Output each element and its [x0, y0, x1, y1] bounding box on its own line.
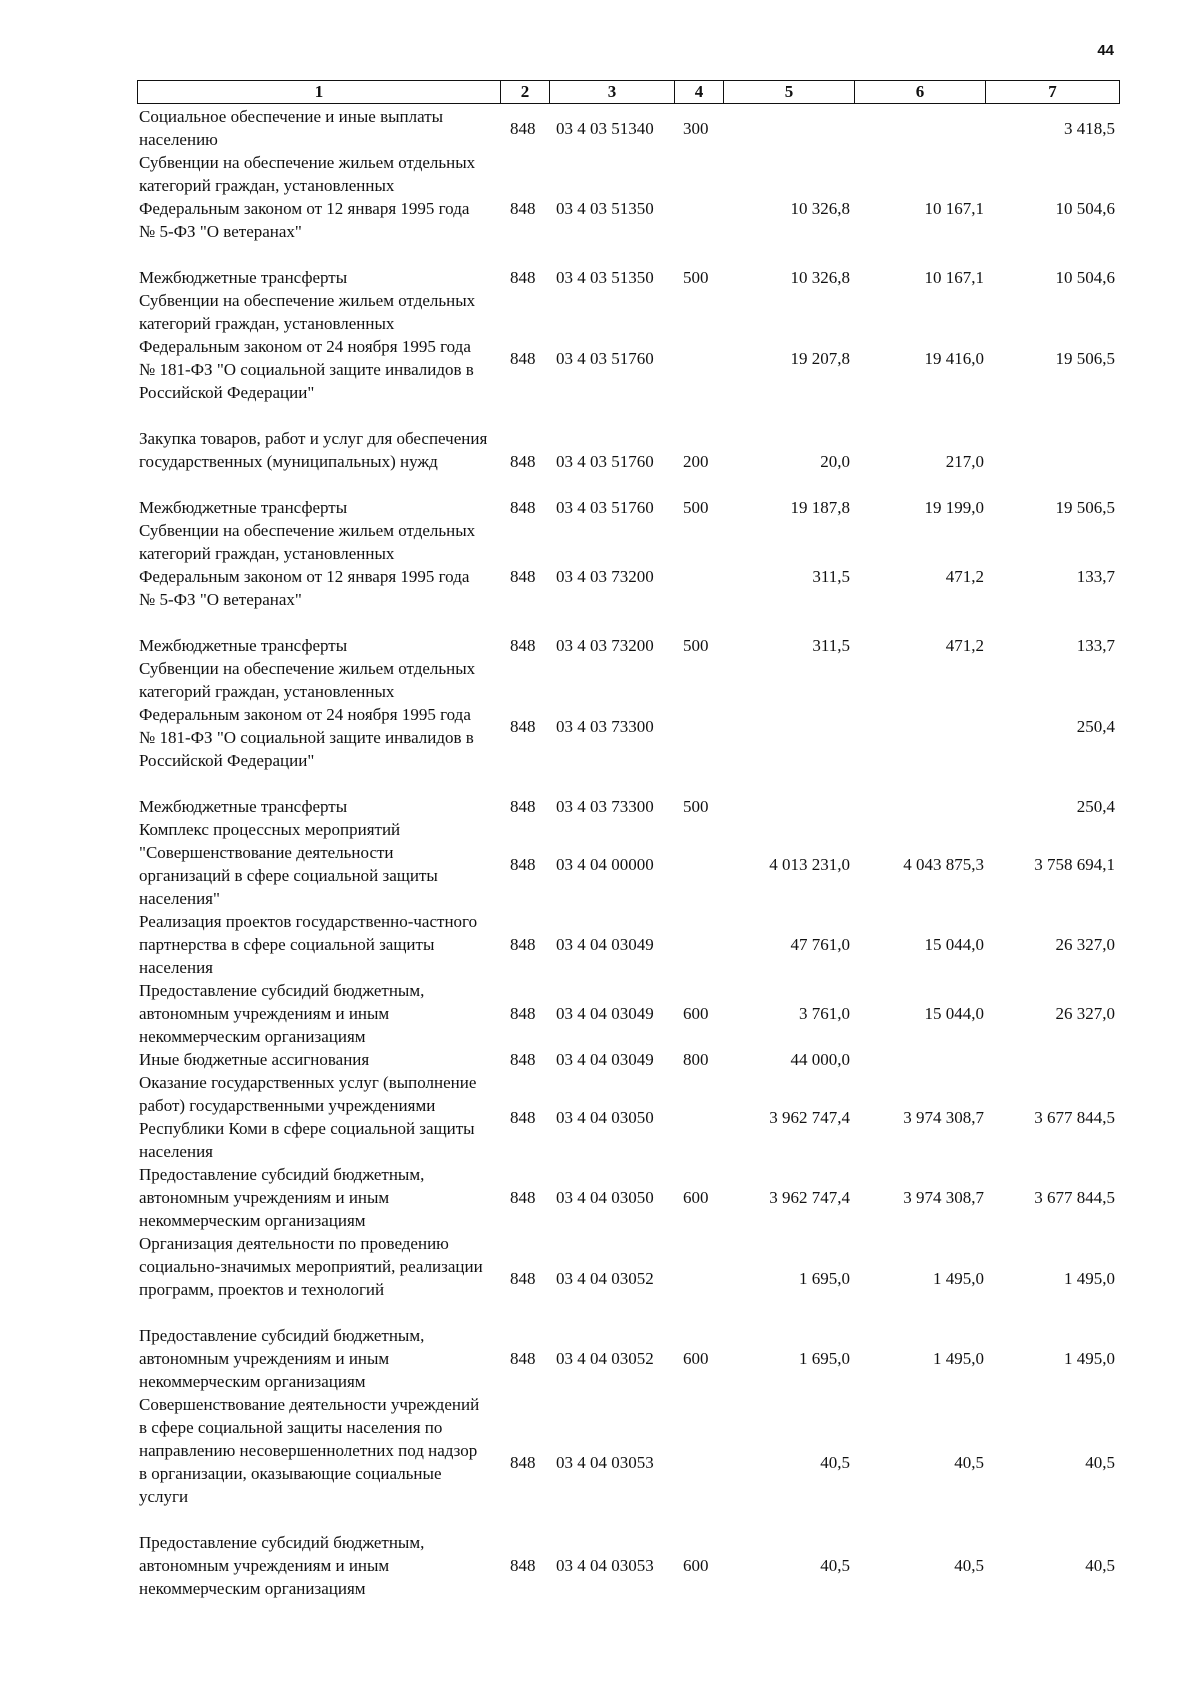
- row-name: Субвенции на обеспечение жильем отдельных категорий граждан, установленных Федеральным законом от 12 января 1995 года № 5-ФЗ "О ветеранах": [139, 153, 476, 241]
- row-name: Реализация проектов государственно-частного партнерства в сфере социальной защиты населения: [139, 912, 478, 977]
- row-ministry: 848: [510, 935, 536, 954]
- row-type: 800: [683, 1050, 709, 1069]
- row-code: 03 4 03 51760: [556, 498, 654, 517]
- header-col-2: 2: [501, 81, 550, 104]
- row-value-6: 471,2: [945, 636, 984, 655]
- row-name: Совершенствование деятельности учреждений в сфере социальной защиты населения по направлению несовершеннолетних под надзор в организации, оказывающие социальные услуги: [139, 1395, 480, 1506]
- row-value-5: 19 187,8: [790, 498, 850, 517]
- row-code: 03 4 04 03053: [556, 1556, 654, 1575]
- row-value-7: 40,5: [1085, 1453, 1115, 1472]
- row-type: 500: [683, 636, 709, 655]
- row-value-6: 10 167,1: [924, 268, 984, 287]
- row-code: 03 4 03 73300: [556, 717, 654, 736]
- row-value-6: 40,5: [954, 1453, 984, 1472]
- row-value-7: 40,5: [1085, 1556, 1115, 1575]
- header-col-7: 7: [986, 81, 1120, 104]
- page-number: 44: [1097, 42, 1114, 59]
- row-value-7: 19 506,5: [1055, 349, 1115, 368]
- row-value-7: 10 504,6: [1055, 268, 1115, 287]
- row-name: Оказание государственных услуг (выполнение работ) государственными учреждениями Республики Коми в сфере социальной защиты населения: [139, 1073, 477, 1161]
- header-col-4: 4: [675, 81, 724, 104]
- row-value-7: 26 327,0: [1055, 1004, 1115, 1023]
- row-type: 500: [683, 268, 709, 287]
- row-code: 03 4 04 03049: [556, 1004, 654, 1023]
- row-name: Социальное обеспечение и иные выплаты населению: [139, 107, 444, 149]
- row-value-6: 15 044,0: [924, 1004, 984, 1023]
- row-name: Предоставление субсидий бюджетным, автономным учреждениям и иным некоммерческим организациям: [139, 1533, 425, 1598]
- row-code: 03 4 03 51760: [556, 452, 654, 471]
- row-value-7: 3 677 844,5: [1034, 1188, 1115, 1207]
- row-code: 03 4 03 51350: [556, 199, 654, 218]
- row-value-7: 26 327,0: [1055, 935, 1115, 954]
- column-header-table: [137, 80, 1120, 104]
- row-ministry: 848: [510, 1556, 536, 1575]
- row-value-6: 19 416,0: [924, 349, 984, 368]
- row-value-5: 311,5: [812, 636, 850, 655]
- row-name: Субвенции на обеспечение жильем отдельных категорий граждан, установленных Федеральным законом от 24 ноября 1995 года № 181-ФЗ "О социальной защите инвалидов в Российской Федерации": [139, 291, 476, 402]
- row-value-6: 40,5: [954, 1556, 984, 1575]
- row-value-7: 3 677 844,5: [1034, 1108, 1115, 1127]
- row-value-7: 3 758 694,1: [1034, 855, 1115, 874]
- row-value-6: 217,0: [945, 452, 984, 471]
- row-value-7: 3 418,5: [1064, 119, 1115, 138]
- row-name: Комплекс процессных мероприятий "Совершенствование деятельности организаций в сфере социальной защиты населения": [139, 820, 438, 908]
- row-ministry: 848: [510, 567, 536, 586]
- row-code: 03 4 03 51760: [556, 349, 654, 368]
- row-code: 03 4 03 73200: [556, 567, 654, 586]
- row-type: 300: [683, 119, 709, 138]
- row-name: Межбюджетные трансферты: [139, 498, 348, 517]
- row-value-6: 15 044,0: [924, 935, 984, 954]
- row-code: 03 4 04 03050: [556, 1108, 654, 1127]
- row-value-7: 133,7: [1076, 567, 1115, 586]
- row-ministry: 848: [510, 1108, 536, 1127]
- row-ministry: 848: [510, 717, 536, 736]
- row-ministry: 848: [510, 1050, 536, 1069]
- row-value-6: 3 974 308,7: [903, 1188, 984, 1207]
- row-name: Иные бюджетные ассигнования: [139, 1050, 370, 1069]
- row-name: Межбюджетные трансферты: [139, 636, 348, 655]
- row-type: 500: [683, 797, 709, 816]
- row-name: Субвенции на обеспечение жильем отдельных категорий граждан, установленных Федеральным законом от 12 января 1995 года № 5-ФЗ "О ветеранах": [139, 521, 476, 609]
- row-code: 03 4 04 03049: [556, 935, 654, 954]
- row-name: Предоставление субсидий бюджетным, автономным учреждениям и иным некоммерческим организациям: [139, 1165, 425, 1230]
- row-code: 03 4 04 03052: [556, 1269, 654, 1288]
- row-ministry: 848: [510, 1349, 536, 1368]
- row-ministry: 848: [510, 498, 536, 517]
- row-value-5: 1 695,0: [799, 1269, 850, 1288]
- row-value-5: 40,5: [820, 1453, 850, 1472]
- row-ministry: 848: [510, 1453, 536, 1472]
- row-value-6: 1 495,0: [933, 1269, 984, 1288]
- row-code: 03 4 04 03053: [556, 1453, 654, 1472]
- row-code: 03 4 03 73200: [556, 636, 654, 655]
- row-value-5: 19 207,8: [790, 349, 850, 368]
- row-value-7: 19 506,5: [1055, 498, 1115, 517]
- row-value-6: 3 974 308,7: [903, 1108, 984, 1127]
- row-ministry: 848: [510, 636, 536, 655]
- row-code: 03 4 04 00000: [556, 855, 654, 874]
- row-value-6: 10 167,1: [924, 199, 984, 218]
- row-ministry: 848: [510, 1269, 536, 1288]
- row-type: 600: [683, 1004, 709, 1023]
- row-type: 600: [683, 1349, 709, 1368]
- row-value-5: 3 962 747,4: [769, 1188, 850, 1207]
- row-ministry: 848: [510, 1188, 536, 1207]
- row-value-5: 20,0: [820, 452, 850, 471]
- row-value-7: 250,4: [1076, 717, 1115, 736]
- row-value-5: 311,5: [812, 567, 850, 586]
- row-name: Субвенции на обеспечение жильем отдельных категорий граждан, установленных Федеральным законом от 24 ноября 1995 года № 181-ФЗ "О социальной защите инвалидов в Российской Федерации": [139, 659, 476, 770]
- row-value-7: 1 495,0: [1064, 1269, 1115, 1288]
- row-code: 03 4 03 51350: [556, 268, 654, 287]
- row-code: 03 4 04 03049: [556, 1050, 654, 1069]
- row-code: 03 4 04 03052: [556, 1349, 654, 1368]
- row-value-7: 1 495,0: [1064, 1349, 1115, 1368]
- header-col-1: 1: [138, 81, 501, 104]
- row-name: Межбюджетные трансферты: [139, 797, 348, 816]
- row-ministry: 848: [510, 1004, 536, 1023]
- row-name: Межбюджетные трансферты: [139, 268, 348, 287]
- row-ministry: 848: [510, 349, 536, 368]
- row-value-5: 40,5: [820, 1556, 850, 1575]
- row-value-6: 471,2: [945, 567, 984, 586]
- row-code: 03 4 03 73300: [556, 797, 654, 816]
- header-row: [138, 81, 1120, 104]
- header-col-6: 6: [855, 81, 986, 104]
- row-code: 03 4 04 03050: [556, 1188, 654, 1207]
- header-col-5: 5: [724, 81, 855, 104]
- row-name: Организация деятельности по проведению социально-значимых мероприятий, реализации программ, проектов и технологий: [139, 1234, 483, 1299]
- row-ministry: 848: [510, 797, 536, 816]
- row-value-6: 1 495,0: [933, 1349, 984, 1368]
- row-value-5: 44 000,0: [790, 1050, 850, 1069]
- row-value-5: 3 962 747,4: [769, 1108, 850, 1127]
- row-type: 500: [683, 498, 709, 517]
- row-ministry: 848: [510, 199, 536, 218]
- row-ministry: 848: [510, 452, 536, 471]
- row-code: 03 4 03 51340: [556, 119, 654, 138]
- row-value-6: 4 043 875,3: [903, 855, 984, 874]
- row-type: 600: [683, 1188, 709, 1207]
- row-type: 200: [683, 452, 709, 471]
- row-ministry: 848: [510, 855, 536, 874]
- row-value-7: 10 504,6: [1055, 199, 1115, 218]
- row-value-5: 4 013 231,0: [769, 855, 850, 874]
- row-type: 600: [683, 1556, 709, 1575]
- row-name: Предоставление субсидий бюджетным, автономным учреждениям и иным некоммерческим организациям: [139, 981, 425, 1046]
- row-value-6: 19 199,0: [924, 498, 984, 517]
- row-ministry: 848: [510, 268, 536, 287]
- row-name: Предоставление субсидий бюджетным, автономным учреждениям и иным некоммерческим организациям: [139, 1326, 425, 1391]
- row-value-5: 10 326,8: [790, 199, 850, 218]
- row-value-5: 10 326,8: [790, 268, 850, 287]
- row-value-7: 250,4: [1076, 797, 1115, 816]
- row-name: Закупка товаров, работ и услуг для обеспечения государственных (муниципальных) нужд: [139, 429, 488, 471]
- row-value-5: 3 761,0: [799, 1004, 850, 1023]
- row-value-7: 133,7: [1076, 636, 1115, 655]
- header-col-3: 3: [550, 81, 675, 104]
- row-value-5: 1 695,0: [799, 1349, 850, 1368]
- row-ministry: 848: [510, 119, 536, 138]
- row-value-5: 47 761,0: [790, 935, 850, 954]
